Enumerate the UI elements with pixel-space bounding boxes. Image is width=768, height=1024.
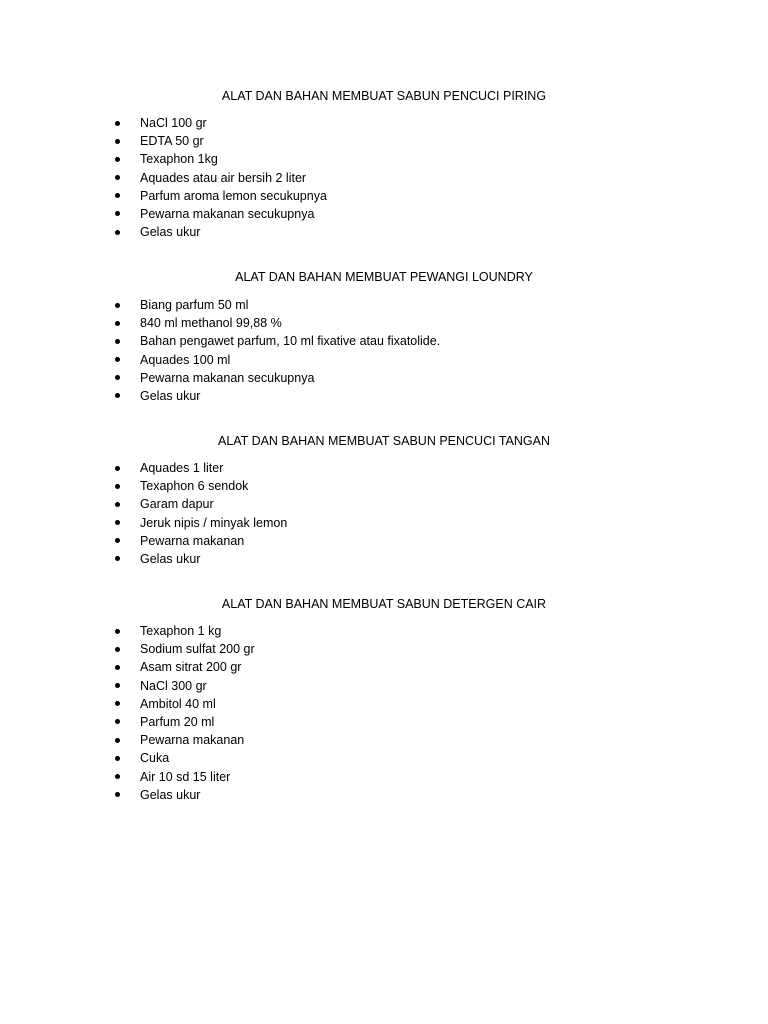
list-item: [0, 369, 768, 387]
list-item: [0, 532, 768, 550]
bullet-icon: [115, 484, 120, 489]
list-item-text: Aquades 1 liter: [140, 461, 224, 475]
list-item: [0, 459, 768, 477]
bullet-icon: [115, 157, 120, 162]
list-item-text: Bahan pengawet parfum, 10 ml fixative atau fixatolide.: [140, 334, 441, 349]
section-title: ALAT DAN BAHAN MEMBUAT SABUN PENCUCI PIRING: [221, 89, 547, 103]
bullet-icon: [115, 538, 120, 543]
list-item: [0, 223, 768, 241]
bullet-icon: [115, 339, 120, 344]
list-item: [0, 731, 768, 749]
section-pewangi-loundry: [0, 269, 768, 403]
ingredient-list: [0, 296, 768, 405]
ingredient-list: [0, 114, 768, 241]
list-item-text: Pewarna makanan: [140, 733, 245, 748]
bullet-icon: [115, 321, 120, 326]
list-item: [0, 768, 768, 786]
list-item-text: NaCl 300 gr: [140, 678, 207, 693]
list-item: [0, 332, 768, 350]
bullet-icon: [115, 211, 120, 216]
list-item: [0, 749, 768, 767]
list-item-text: Parfum aroma lemon secukupnya: [140, 188, 327, 203]
list-item: [0, 622, 768, 640]
bullet-icon: [115, 303, 120, 308]
bullet-icon: [115, 230, 120, 235]
list-item: [0, 713, 768, 731]
bullet-icon: [115, 175, 120, 180]
list-item: [0, 550, 768, 568]
bullet-icon: [115, 665, 120, 670]
list-item-text: Cuka: [140, 751, 170, 766]
list-item-text: Garam dapur: [140, 497, 214, 512]
bullet-icon: [115, 556, 120, 561]
list-item-text: EDTA 50 gr: [140, 134, 204, 149]
section-title: ALAT DAN BAHAN MEMBUAT PEWANGI LOUNDRY: [235, 270, 533, 284]
section-title: ALAT DAN BAHAN MEMBUAT SABUN PENCUCI TANGAN: [217, 434, 550, 448]
bullet-icon: [115, 738, 120, 743]
bullet-icon: [115, 375, 120, 380]
list-item: [0, 695, 768, 713]
list-item-text: Aquades atau air bersih 2 liter: [140, 170, 307, 185]
list-item-text: Gelas ukur: [140, 551, 201, 566]
list-item: [0, 169, 768, 187]
bullet-icon: [115, 701, 120, 706]
list-item-text: Air 10 sd 15 liter: [140, 769, 231, 784]
list-item: [0, 351, 768, 369]
list-item: [0, 658, 768, 676]
list-item-text: Texaphon 1kg: [140, 152, 218, 167]
list-item-text: Pewarna makanan: [140, 533, 245, 548]
list-item-text: NaCl 100 gr: [140, 116, 207, 130]
bullet-icon: [115, 466, 120, 471]
list-item: [0, 132, 768, 150]
list-item: [0, 786, 768, 804]
list-item-text: Pewarna makanan secukupnya: [140, 370, 315, 385]
bullet-icon: [115, 193, 120, 198]
bullet-icon: [115, 647, 120, 652]
list-item: [0, 314, 768, 332]
list-item-text: Gelas ukur: [140, 787, 201, 802]
bullet-icon: [115, 139, 120, 144]
list-item-text: Texaphon 1 kg: [140, 624, 222, 638]
bullet-icon: [115, 357, 120, 362]
list-item: [0, 205, 768, 223]
list-item-text: Gelas ukur: [140, 225, 201, 240]
list-item: [0, 495, 768, 513]
bullet-icon: [115, 393, 120, 398]
list-item: [0, 514, 768, 532]
list-item: [0, 640, 768, 658]
bullet-icon: [115, 683, 120, 688]
section-title: ALAT DAN BAHAN MEMBUAT SABUN DETERGEN CAIR: [221, 597, 547, 611]
list-item-text: Sodium sulfat 200 gr: [140, 642, 255, 657]
list-item-text: 840 ml methanol 99,88 %: [140, 316, 282, 331]
section-sabun-detergen-cair: [0, 596, 768, 802]
bullet-icon: [115, 629, 120, 634]
list-item: [0, 477, 768, 495]
section-sabun-pencuci-tangan: [0, 433, 768, 566]
list-item-text: Gelas ukur: [140, 388, 201, 403]
bullet-icon: [115, 502, 120, 507]
list-item: [0, 387, 768, 405]
list-item: [0, 677, 768, 695]
list-item: [0, 114, 768, 132]
bullet-icon: [115, 121, 120, 126]
list-item: [0, 187, 768, 205]
section-sabun-pencuci-piring: [0, 88, 768, 240]
list-item-text: Ambitol 40 ml: [140, 696, 216, 711]
ingredient-list: [0, 459, 768, 568]
ingredient-list: [0, 622, 768, 804]
list-item-text: Jeruk nipis / minyak lemon: [140, 515, 288, 530]
list-item-text: Texaphon 6 sendok: [140, 479, 249, 494]
bullet-icon: [115, 756, 120, 761]
list-item: [0, 296, 768, 314]
list-item-text: Parfum 20 ml: [140, 714, 215, 729]
bullet-icon: [115, 774, 120, 779]
bullet-icon: [115, 792, 120, 797]
list-item-text: Biang parfum 50 ml: [140, 298, 249, 312]
list-item-text: Asam sitrat 200 gr: [140, 660, 242, 675]
list-item-text: Pewarna makanan secukupnya: [140, 206, 315, 221]
list-item-text: Aquades 100 ml: [140, 352, 231, 367]
bullet-icon: [115, 719, 120, 724]
list-item: [0, 150, 768, 168]
bullet-icon: [115, 520, 120, 525]
